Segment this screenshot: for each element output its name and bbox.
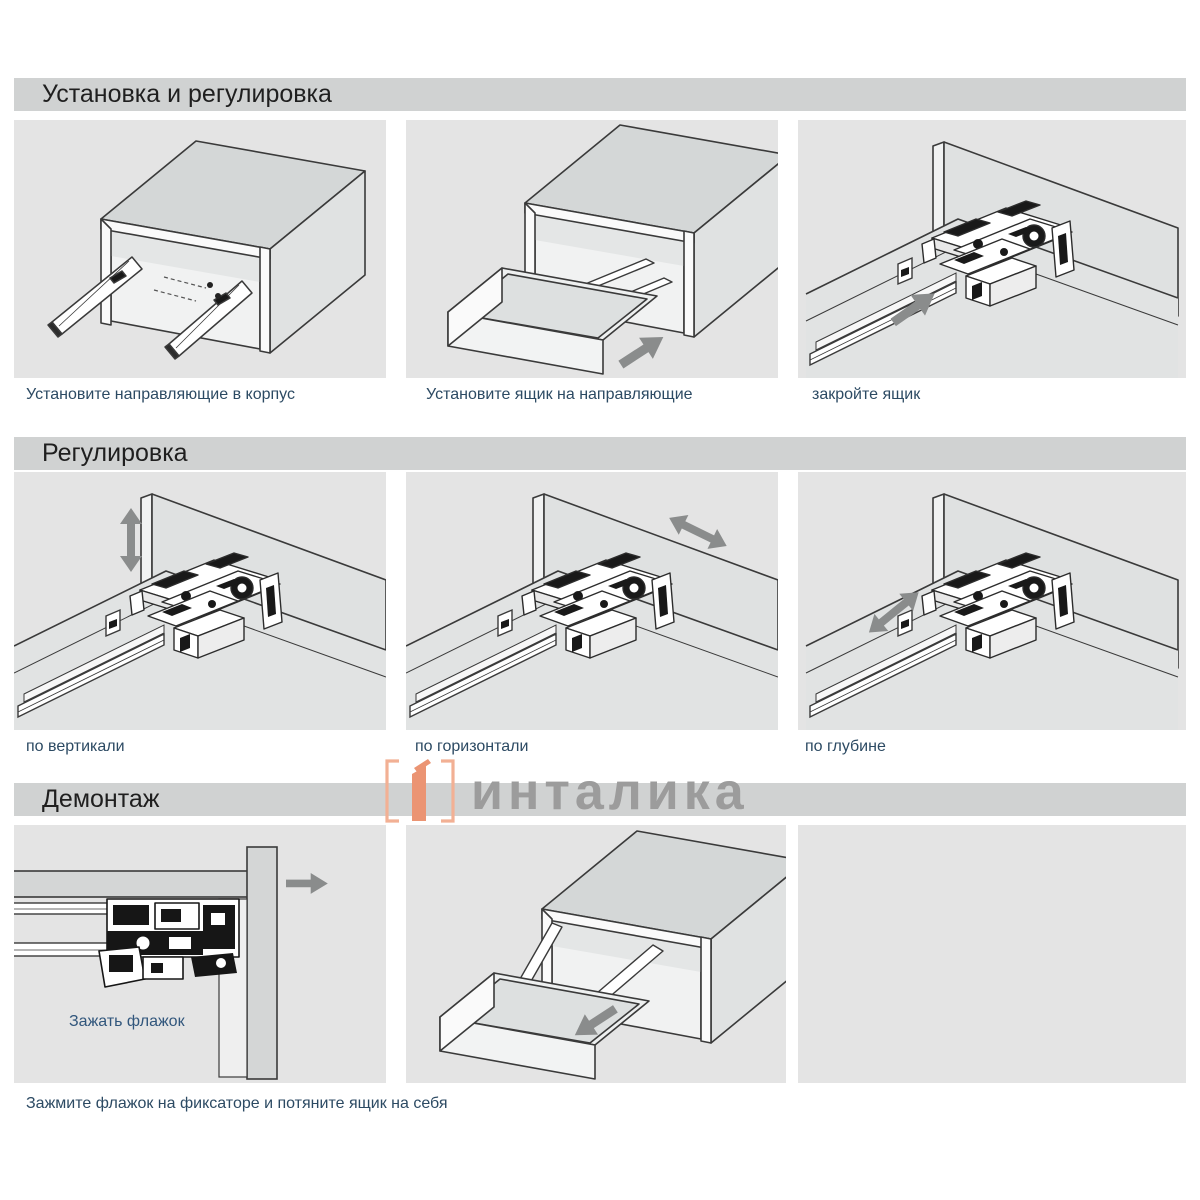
panel-adjust-vertical <box>14 472 386 730</box>
panel-empty <box>798 825 1186 1083</box>
watermark-text: инталика <box>471 763 749 821</box>
mechanism-vertical-adjust-illustration <box>14 472 386 730</box>
mechanism-depth-adjust-illustration <box>798 472 1186 730</box>
drawer-onto-slides-illustration <box>406 120 778 378</box>
panel-install-slides <box>14 120 386 378</box>
panel-adjust-horizontal <box>406 472 778 730</box>
pull-out-arrow-icon <box>286 873 328 894</box>
panel-caption: Установите направляющие в корпус <box>26 386 295 403</box>
section-title-removal: Демонтаж <box>14 783 1186 816</box>
lock-flag-side-view-illustration <box>14 825 386 1083</box>
vertical-adjust-arrow-icon <box>120 508 142 572</box>
section-title-install: Установка и регулировка <box>14 78 1186 111</box>
flag-label: Зажать флажок <box>69 1013 185 1030</box>
cabinet-with-slides-illustration <box>14 120 386 378</box>
mechanism-horizontal-adjust-illustration <box>406 472 778 730</box>
slide-mechanism-closeup-illustration <box>798 120 1186 378</box>
panel-adjust-depth <box>798 472 1186 730</box>
drawer-removal-illustration <box>406 825 786 1083</box>
panel-remove-drawer <box>406 825 786 1083</box>
push-in-arrow-icon <box>614 326 670 375</box>
panel-caption: закройте ящик <box>812 386 921 403</box>
panel-install-drawer <box>406 120 778 378</box>
section-title-adjust: Регулировка <box>14 437 1186 470</box>
panel-caption: по горизонтали <box>415 738 529 755</box>
panel-close-drawer <box>798 120 1186 378</box>
panel-caption: Установите ящик на направляющие <box>426 386 693 403</box>
panel-press-flag <box>14 825 386 1083</box>
removal-caption: Зажмите флажок на фиксаторе и потяните ящик на себя <box>26 1095 448 1112</box>
panel-caption: по вертикали <box>26 738 125 755</box>
panel-caption: по глубине <box>805 738 886 755</box>
